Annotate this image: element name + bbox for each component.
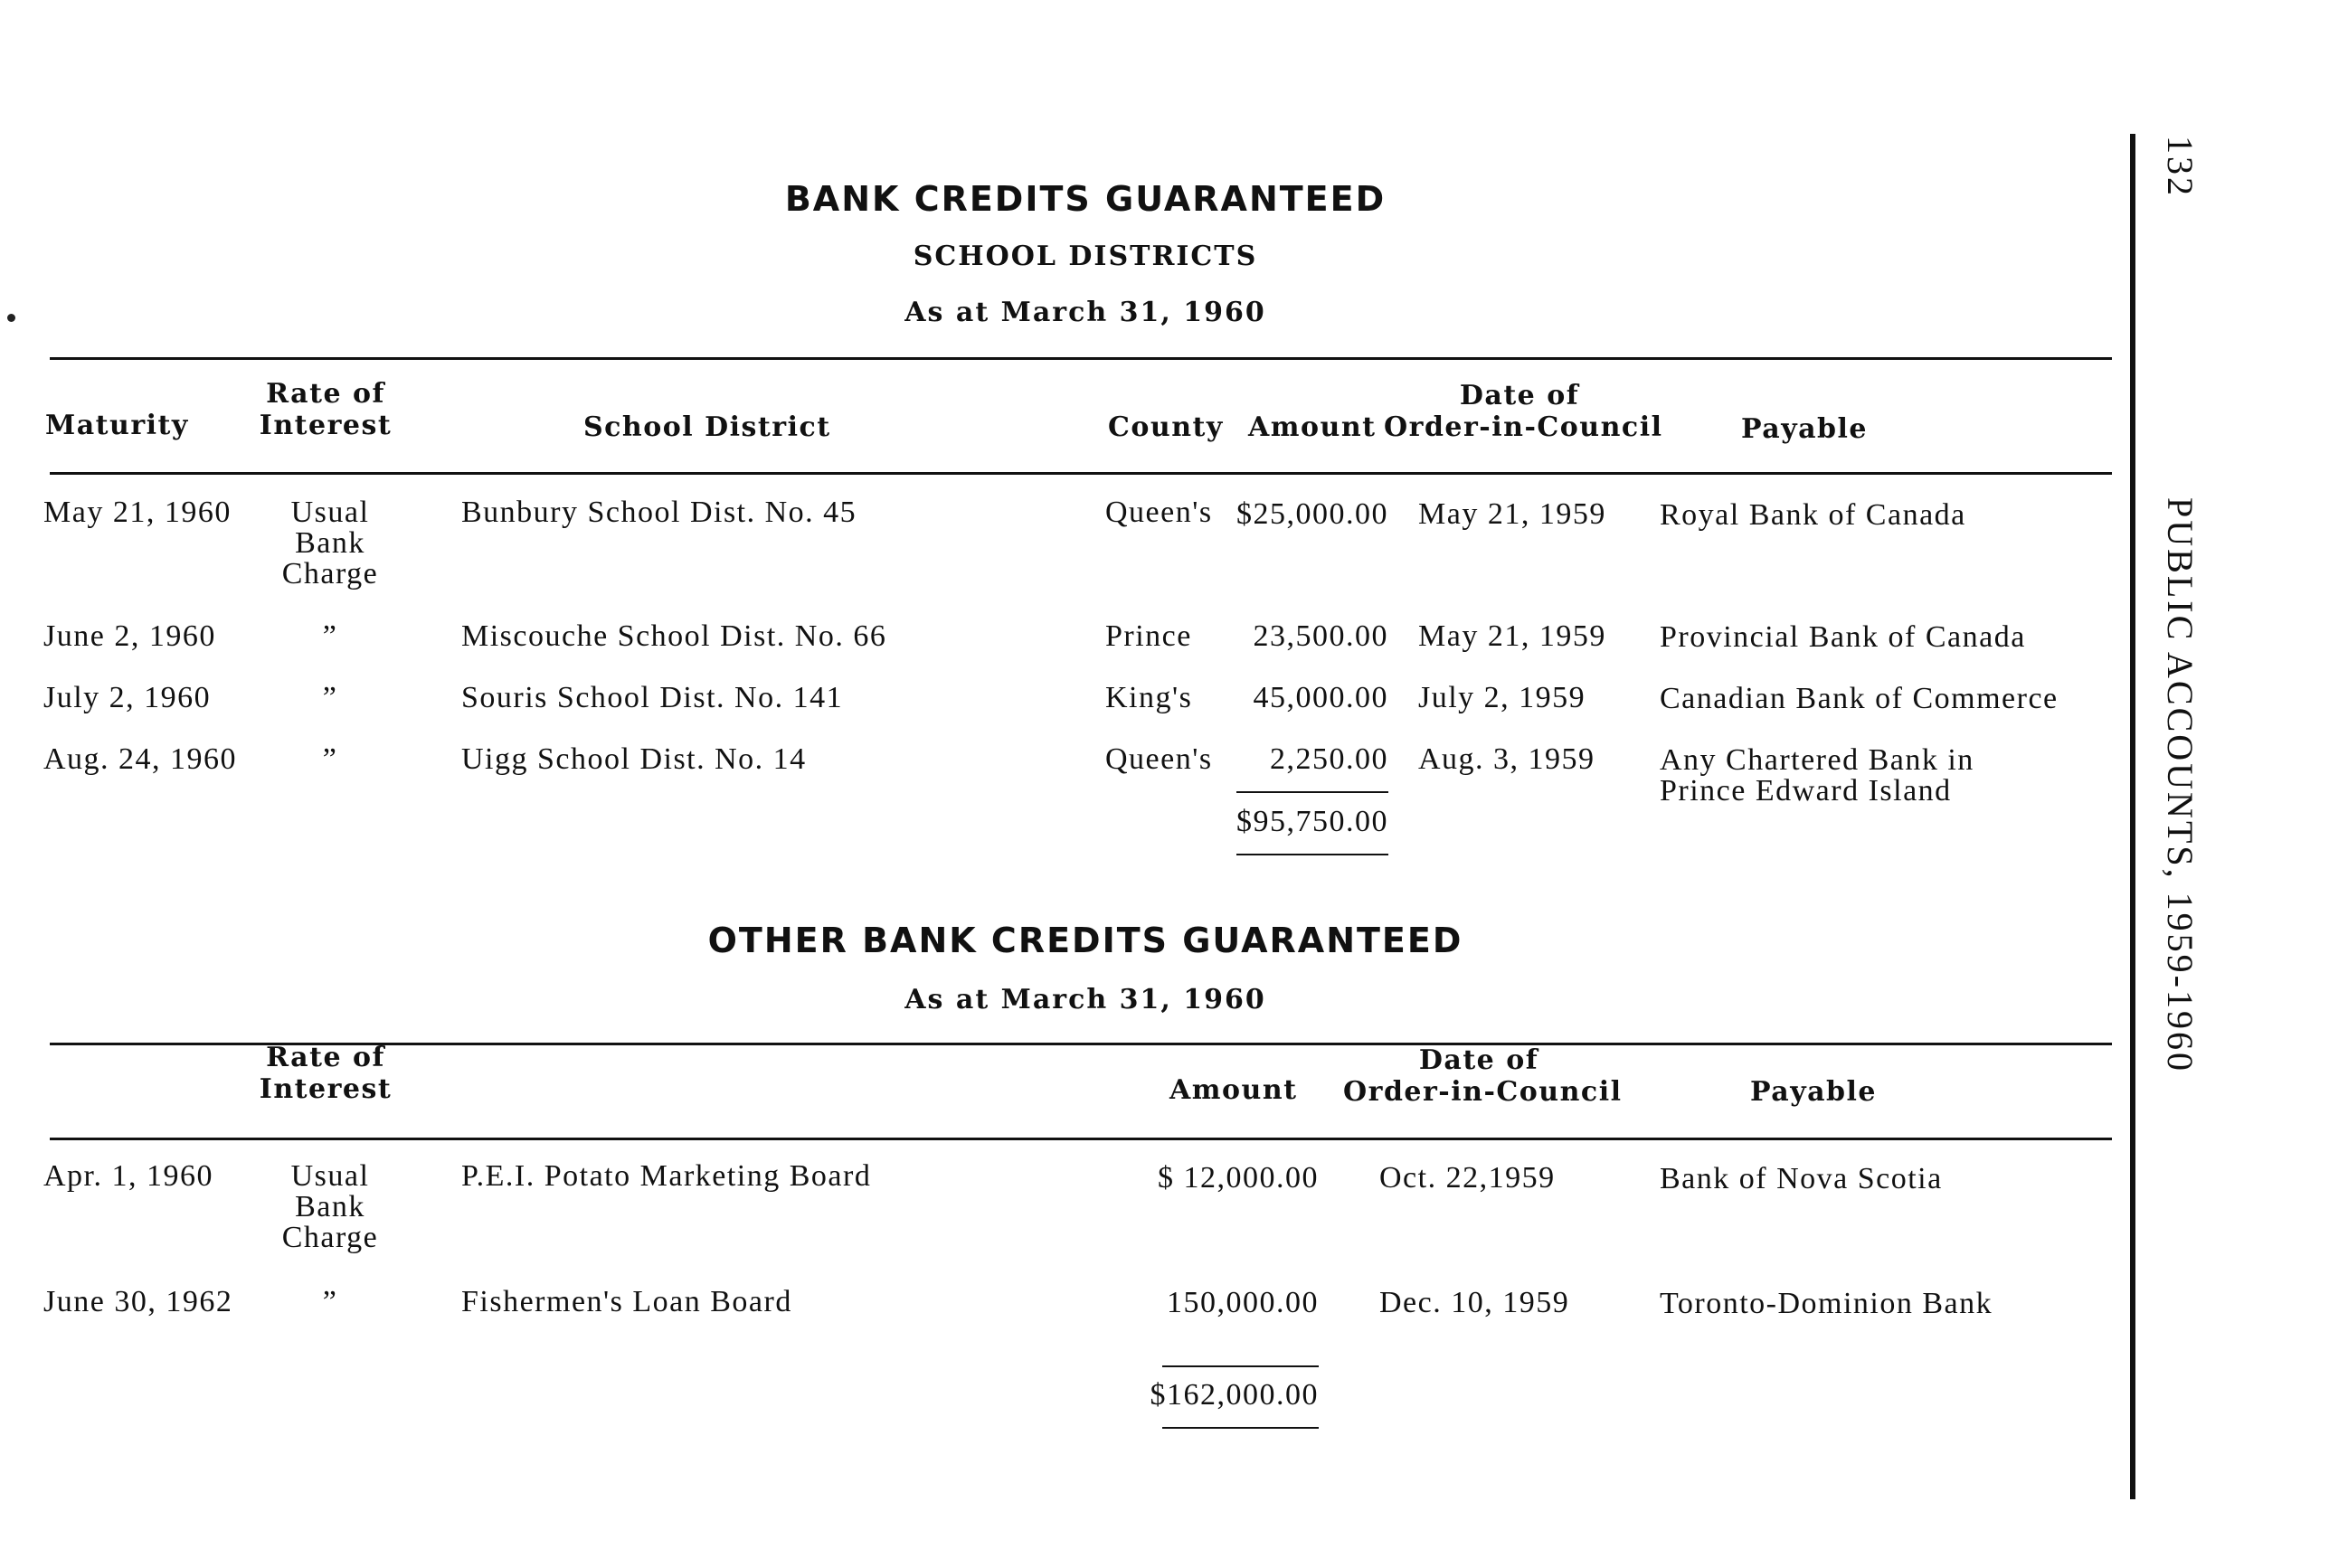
- header-amount: Amount: [1248, 411, 1377, 443]
- section1-top-rule: [50, 357, 2112, 360]
- header-date-of-order: [1343, 1044, 1623, 1108]
- header-doc-line2: Order-in-Council: [1384, 411, 1663, 443]
- section2-date: As at March 31, 1960: [904, 984, 1266, 1015]
- section1-subtitle: SCHOOL DISTRICTS: [913, 241, 1258, 272]
- cell-rate: [262, 621, 398, 652]
- cell-district: Bunbury School Dist. No. 45: [461, 496, 857, 529]
- cell-amount: $ 12,000.00: [1158, 1161, 1319, 1195]
- cell-maturity: June 2, 1960: [43, 619, 216, 653]
- cell-payable: Bank of Nova Scotia: [1660, 1162, 1943, 1195]
- header-county: County: [1108, 411, 1224, 443]
- header-maturity: Maturity: [45, 410, 189, 441]
- margin-rule: [2130, 134, 2135, 1499]
- header-payable: Payable: [1741, 413, 1869, 445]
- cell-name: P.E.I. Potato Marketing Board: [461, 1159, 872, 1193]
- total-rule: [1162, 1427, 1319, 1429]
- cell-amount: $25,000.00: [1236, 497, 1388, 531]
- header-date-of-order: [1384, 380, 1663, 443]
- section2-total: $162,000.00: [1150, 1378, 1319, 1412]
- cell-order-date: Oct. 22,1959: [1379, 1161, 1556, 1195]
- stray-mark: [7, 314, 15, 322]
- total-rule: [1236, 854, 1388, 855]
- running-title: PUBLIC ACCOUNTS, 1959-1960: [2160, 497, 2201, 1073]
- cell-maturity: July 2, 1960: [43, 681, 212, 714]
- header-rate-line1: Rate of: [266, 1042, 385, 1073]
- cell-payable-line: Provincial Bank of Canada: [1660, 620, 2026, 654]
- cell-rate: [262, 497, 398, 590]
- page-number: 132: [2160, 136, 2201, 198]
- section1-title: BANK CREDITS GUARANTEED: [784, 179, 1387, 219]
- cell-rate-line: Usual: [290, 1159, 370, 1193]
- cell-rate: [262, 1161, 398, 1253]
- cell-district: Souris School Dist. No. 141: [461, 681, 844, 714]
- cell-amount: 150,000.00: [1167, 1286, 1319, 1319]
- cell-name: Fishermen's Loan Board: [461, 1285, 792, 1318]
- cell-payable: [1660, 745, 1974, 807]
- cell-county: Prince: [1105, 619, 1192, 653]
- cell-rate-line: Charge: [281, 1221, 379, 1254]
- header-doc-line1: Date of: [1418, 1044, 1539, 1076]
- cell-amount: 45,000.00: [1253, 681, 1388, 714]
- cell-payable-line: Any Chartered Bank in: [1660, 743, 1974, 777]
- cell-payable: [1660, 500, 1966, 531]
- cell-county: King's: [1105, 681, 1193, 714]
- cell-maturity: June 30, 1962: [43, 1285, 233, 1318]
- header-rate-of-interest: [244, 1042, 407, 1105]
- section1-date: As at March 31, 1960: [904, 297, 1266, 328]
- cell-county: Queen's: [1105, 496, 1213, 529]
- cell-order-date: July 2, 1959: [1418, 681, 1586, 714]
- cell-rate-line: ”: [322, 681, 338, 714]
- cell-rate-line: Usual: [290, 496, 370, 529]
- cell-payable-line: Canadian Bank of Commerce: [1660, 682, 2059, 715]
- header-rate-line2: Interest: [259, 1073, 393, 1105]
- section1-total: $95,750.00: [1236, 805, 1388, 838]
- cell-payable: [1660, 622, 2026, 653]
- cell-district: Uigg School Dist. No. 14: [461, 742, 807, 776]
- cell-payable-line: Royal Bank of Canada: [1660, 498, 1966, 532]
- cell-payable: Toronto-Dominion Bank: [1660, 1287, 1993, 1320]
- cell-order-date: May 21, 1959: [1418, 619, 1606, 653]
- running-head: [2139, 136, 2220, 1492]
- cell-maturity: May 21, 1960: [43, 496, 232, 529]
- cell-rate-line: Charge: [281, 557, 379, 590]
- cell-payable: [1660, 684, 2059, 714]
- header-school-district: School District: [583, 411, 831, 443]
- cell-amount: 23,500.00: [1253, 619, 1388, 653]
- cell-amount: 2,250.00: [1270, 742, 1388, 776]
- cell-rate-line: Bank: [295, 1190, 365, 1223]
- cell-order-date: May 21, 1959: [1418, 497, 1606, 531]
- cell-county: Queen's: [1105, 742, 1213, 776]
- cell-rate: [262, 1287, 398, 1318]
- header-rate-line2: Interest: [259, 410, 393, 441]
- header-payable: Payable: [1750, 1076, 1878, 1108]
- cell-district: Miscouche School Dist. No. 66: [461, 619, 887, 653]
- cell-rate-line: Bank: [295, 526, 365, 560]
- header-amount: Amount: [1169, 1074, 1298, 1106]
- cell-maturity: Apr. 1, 1960: [43, 1159, 213, 1193]
- cell-rate: [262, 683, 398, 713]
- cell-maturity: Aug. 24, 1960: [43, 742, 238, 776]
- header-doc-line2: Order-in-Council: [1343, 1076, 1623, 1108]
- cell-rate-line: ”: [322, 742, 338, 776]
- subtotal-rule: [1236, 791, 1388, 793]
- section2-title: OTHER BANK CREDITS GUARANTEED: [707, 921, 1463, 960]
- header-doc-line1: Date of: [1459, 380, 1580, 411]
- cell-rate-line: ”: [322, 619, 338, 653]
- section2-header-rule: [50, 1138, 2112, 1140]
- cell-order-date: Aug. 3, 1959: [1418, 742, 1595, 776]
- cell-payable-line: Prince Edward Island: [1660, 774, 1952, 808]
- cell-rate: [262, 744, 398, 775]
- header-rate-of-interest: [244, 378, 407, 441]
- cell-order-date: Dec. 10, 1959: [1379, 1286, 1570, 1319]
- cell-rate-line: ”: [322, 1285, 338, 1318]
- header-rate-line1: Rate of: [266, 378, 385, 410]
- section1-header-rule: [50, 472, 2112, 475]
- subtotal-rule: [1162, 1365, 1319, 1367]
